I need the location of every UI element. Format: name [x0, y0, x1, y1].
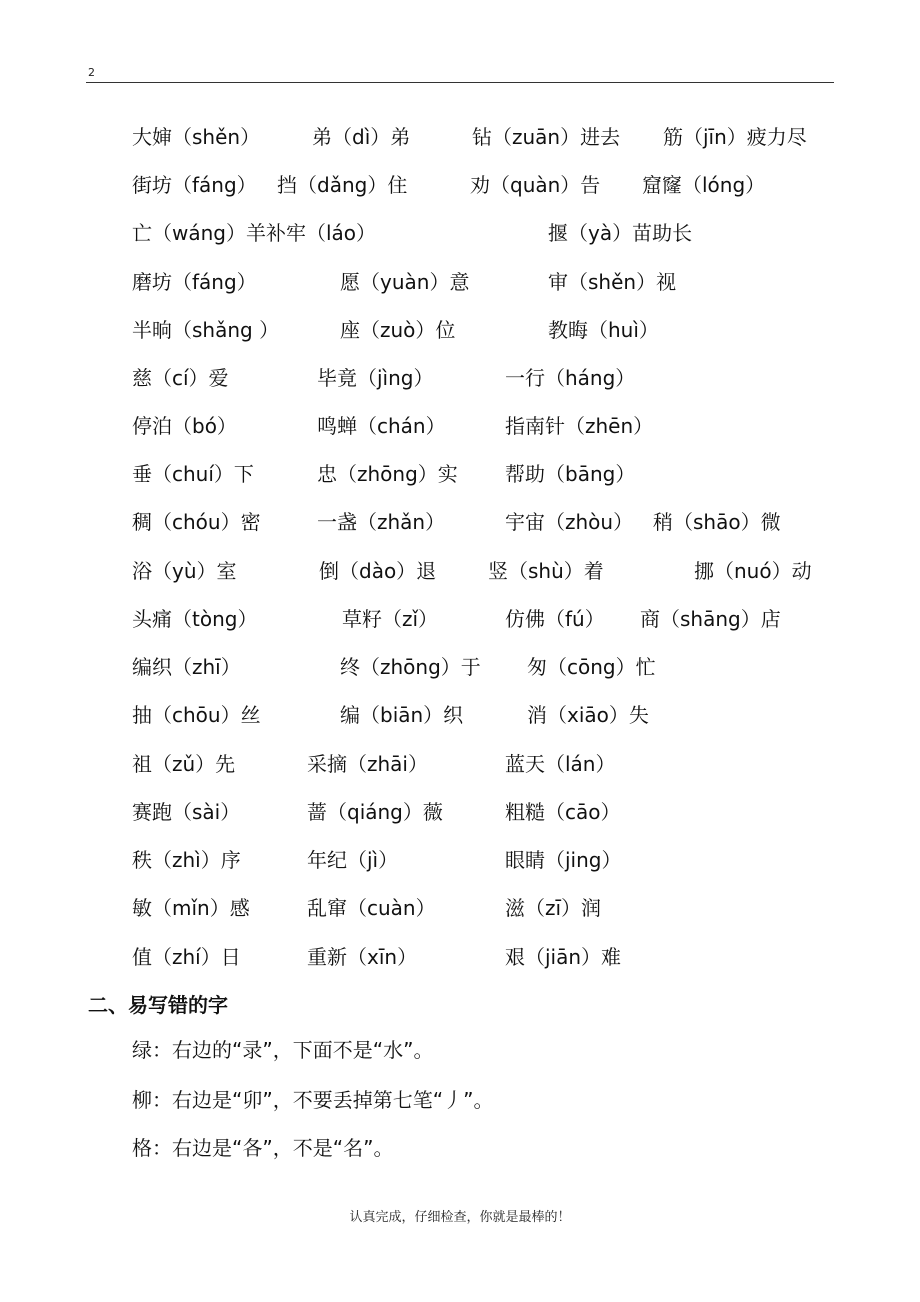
vocabulary-row: [0, 165, 920, 205]
note-line: 绿：右边的“录”，下面不是“水”。: [132, 1038, 434, 1062]
vocabulary-item: 大婶（shěn）: [132, 125, 261, 149]
vocabulary-item: 滋（zī）润: [505, 896, 602, 920]
note-line: 柳：右边是“卯”，不要丢掉第七笔“丿”。: [132, 1088, 494, 1112]
vocabulary-item: 挡（dǎng）住: [277, 173, 408, 197]
section-heading: 二、易写错的字: [88, 993, 228, 1017]
vocabulary-item: 采摘（zhāi）: [307, 752, 428, 776]
vocabulary-item: 祖（zǔ）先: [132, 752, 236, 776]
vocabulary-item: 敏（mǐn）感: [132, 896, 250, 920]
vocabulary-item: 消（xiāo）失: [527, 703, 649, 727]
vocabulary-item: 鸣蝉（chán）: [317, 414, 446, 438]
vocabulary-item: 毕竟（jìng）: [317, 366, 434, 390]
vocabulary-item: 稠（chóu）密: [132, 510, 261, 534]
vocabulary-item: 年纪（jì）: [307, 848, 399, 872]
vocabulary-item: 倒（dào）退: [319, 559, 437, 583]
vocabulary-item: 终（zhōng）于: [340, 655, 481, 679]
vocabulary-row: [0, 888, 920, 928]
vocabulary-item: 蔷（qiáng）薇: [307, 800, 443, 824]
vocabulary-item: 头痛（tòng）: [132, 607, 258, 631]
vocabulary-item: 愿（yuàn）意: [340, 270, 470, 294]
vocabulary-item: 仿佛（fú）: [505, 607, 605, 631]
vocabulary-item: 帮助（bāng）: [505, 462, 636, 486]
vocabulary-item: 值（zhí）日: [132, 945, 241, 969]
vocabulary-item: 稍（shāo）微: [653, 510, 781, 534]
vocabulary-item: 秩（zhì）序: [132, 848, 241, 872]
vocabulary-item: 抽（chōu）丝: [132, 703, 261, 727]
header-divider: [86, 82, 834, 83]
vocabulary-row: [0, 792, 920, 832]
vocabulary-item: 草籽（zǐ）: [342, 607, 439, 631]
vocabulary-item: 匆（cōng）忙: [527, 655, 656, 679]
page-number: 2: [88, 66, 95, 79]
vocabulary-row: [0, 551, 920, 591]
vocabulary-item: 揠（yà）苗助长: [548, 221, 693, 245]
vocabulary-item: 街坊（fáng）: [132, 173, 257, 197]
vocabulary-row: [0, 406, 920, 446]
vocabulary-item: 窟窿（lóng）: [642, 173, 766, 197]
vocabulary-item: 蓝天（lán）: [505, 752, 616, 776]
vocabulary-row: [0, 937, 920, 977]
vocabulary-row: [0, 358, 920, 398]
vocabulary-item: 粗糙（cāo）: [505, 800, 621, 824]
vocabulary-row: [0, 310, 920, 350]
vocabulary-item: 座（zuò）位: [340, 318, 456, 342]
note-line: 格：右边是“各”，不是“名”。: [132, 1136, 394, 1160]
vocabulary-row: [0, 840, 920, 880]
vocabulary-item: 竖（shù）着: [488, 559, 604, 583]
vocabulary-item: 乱窜（cuàn）: [307, 896, 436, 920]
vocabulary-row: [0, 117, 920, 157]
vocabulary-row: [0, 454, 920, 494]
vocabulary-item: 商（shāng）店: [640, 607, 781, 631]
vocabulary-item: 挪（nuó）动: [694, 559, 812, 583]
vocabulary-item: 编（biān）织: [340, 703, 464, 727]
vocabulary-row: [0, 599, 920, 639]
vocabulary-item: 一盏（zhǎn）: [317, 510, 446, 534]
vocabulary-item: 慈（cí）爱: [132, 366, 229, 390]
vocabulary-item: 钻（zuān）进去: [472, 125, 621, 149]
vocabulary-row: [0, 502, 920, 542]
vocabulary-item: 浴（yù）室: [132, 559, 237, 583]
vocabulary-item: 停泊（bó）: [132, 414, 237, 438]
vocabulary-item: 弟（dì）弟: [312, 125, 411, 149]
vocabulary-item: 筋（jīn）疲力尽: [663, 125, 807, 149]
vocabulary-row: [0, 262, 920, 302]
vocabulary-item: 亡（wáng）羊补牢（láo）: [132, 221, 377, 245]
vocabulary-item: 一行（háng）: [505, 366, 636, 390]
vocabulary-row: [0, 647, 920, 687]
vocabulary-item: 艰（jiān）难: [505, 945, 622, 969]
vocabulary-row: [0, 213, 920, 253]
vocabulary-item: 劝（quàn）告: [470, 173, 601, 197]
vocabulary-row: [0, 744, 920, 784]
vocabulary-item: 编织（zhī）: [132, 655, 241, 679]
vocabulary-item: 教晦（huì）: [548, 318, 659, 342]
vocabulary-item: 赛跑（sài）: [132, 800, 241, 824]
vocabulary-item: 指南针（zhēn）: [505, 414, 654, 438]
vocabulary-item: 宇宙（zhòu）: [505, 510, 634, 534]
vocabulary-item: 审（shěn）视: [548, 270, 677, 294]
vocabulary-item: 磨坊（fáng）: [132, 270, 257, 294]
vocabulary-item: 垂（chuí）下: [132, 462, 254, 486]
vocabulary-item: 眼睛（jing）: [505, 848, 622, 872]
vocabulary-row: [0, 695, 920, 735]
vocabulary-item: 半晌（shǎng ）: [132, 318, 280, 342]
vocabulary-item: 重新（xīn）: [307, 945, 418, 969]
vocabulary-item: 忠（zhōng）实: [317, 462, 458, 486]
footer-text: 认真完成，仔细检查，你就是最棒的！: [349, 1210, 571, 1225]
